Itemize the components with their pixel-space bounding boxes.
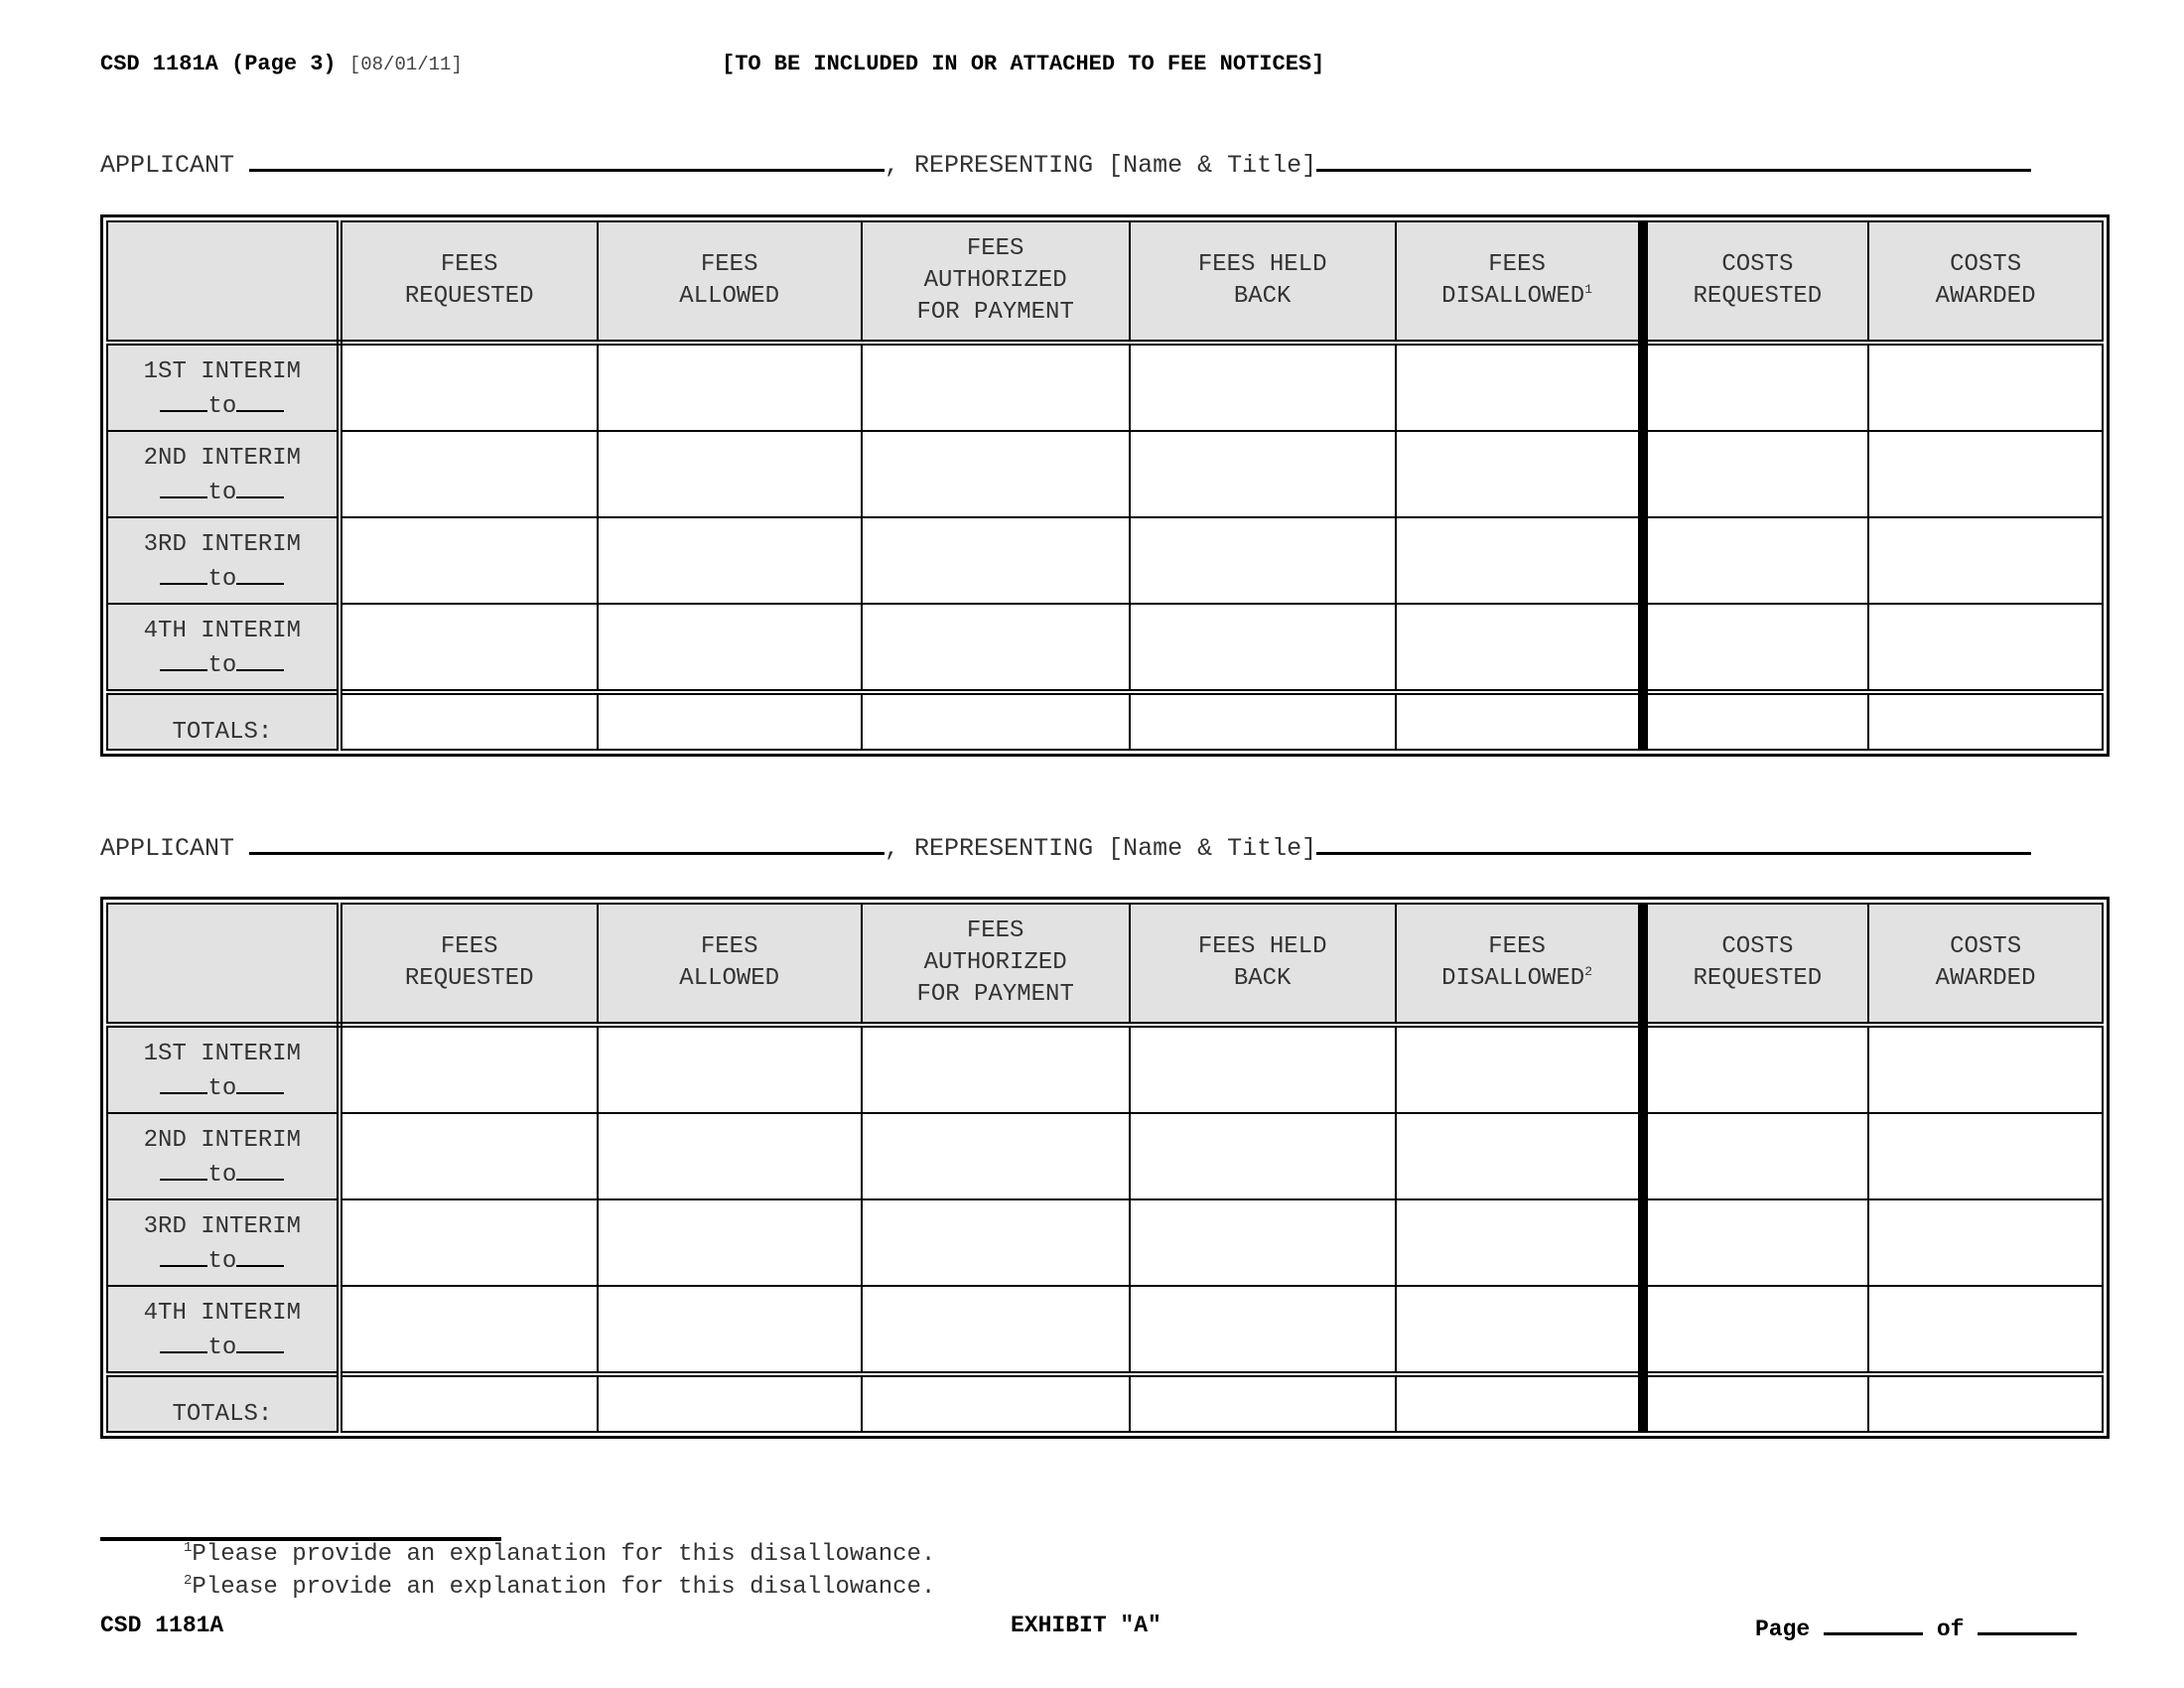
column-header bbox=[862, 904, 1130, 1025]
period-end-field[interactable] bbox=[236, 1157, 284, 1181]
total-cell[interactable] bbox=[1643, 1374, 1869, 1432]
of-label: of bbox=[1936, 1617, 1965, 1642]
footnote-2 bbox=[184, 1574, 935, 1601]
column-header bbox=[1130, 904, 1396, 1025]
row-label bbox=[107, 1286, 340, 1374]
fee-grid bbox=[106, 220, 2104, 751]
total-cell[interactable] bbox=[1868, 1374, 2103, 1432]
footer-page-number bbox=[1755, 1613, 2077, 1642]
amount-cell[interactable] bbox=[1868, 517, 2103, 604]
column-header-line: DISALLOWED bbox=[1441, 965, 1585, 992]
column-header bbox=[1643, 904, 1869, 1025]
page-label: Page bbox=[1755, 1617, 1811, 1642]
column-header-line: AWARDED bbox=[1935, 965, 2036, 992]
total-cell[interactable] bbox=[1396, 692, 1643, 750]
amount-cell[interactable] bbox=[1396, 1113, 1643, 1199]
corner-cell bbox=[107, 904, 340, 1025]
applicant-label: APPLICANT bbox=[100, 834, 235, 863]
totals-row bbox=[107, 1374, 2103, 1432]
column-header-line: FEES bbox=[1488, 933, 1546, 960]
interim-label: 3RD INTERIM bbox=[143, 1212, 302, 1240]
footnote-ref: 1 bbox=[184, 1540, 193, 1556]
column-header-line: FEES bbox=[440, 933, 498, 960]
totals-label: TOTALS: bbox=[107, 1374, 340, 1432]
column-header bbox=[1868, 221, 2103, 343]
table-row bbox=[107, 1113, 2103, 1199]
amount-cell[interactable] bbox=[862, 1199, 1130, 1286]
column-header bbox=[598, 221, 862, 343]
total-cell[interactable] bbox=[1643, 692, 1869, 750]
applicant-field[interactable] bbox=[249, 149, 885, 172]
totals-row bbox=[107, 692, 2103, 750]
interim-label: 3RD INTERIM bbox=[143, 530, 302, 558]
page-total-field[interactable] bbox=[1978, 1613, 2077, 1635]
total-cell[interactable] bbox=[1130, 1374, 1396, 1432]
amount-cell[interactable] bbox=[1868, 604, 2103, 692]
amount-cell[interactable] bbox=[1130, 1025, 1396, 1113]
form-header bbox=[100, 52, 463, 76]
footnote-text: Please provide an explanation for this disallowance. bbox=[192, 1541, 936, 1568]
column-header-line: REQUESTED bbox=[1693, 283, 1823, 310]
amount-cell[interactable] bbox=[862, 517, 1130, 604]
row-label bbox=[107, 517, 340, 604]
interim-label: 4TH INTERIM bbox=[143, 1299, 302, 1327]
amount-cell[interactable] bbox=[1396, 1025, 1643, 1113]
amount-cell[interactable] bbox=[1868, 1113, 2103, 1199]
period-end-field[interactable] bbox=[236, 475, 284, 498]
row-label bbox=[107, 604, 340, 692]
amount-cell[interactable] bbox=[340, 1199, 598, 1286]
amount-cell[interactable] bbox=[1643, 1199, 1869, 1286]
row-label bbox=[107, 343, 340, 431]
total-cell[interactable] bbox=[598, 1374, 862, 1432]
column-header bbox=[1643, 221, 1869, 343]
table-header-row bbox=[107, 904, 2103, 1025]
period-to: to bbox=[207, 1074, 237, 1102]
amount-cell[interactable] bbox=[340, 431, 598, 517]
amount-cell[interactable] bbox=[340, 1113, 598, 1199]
amount-cell[interactable] bbox=[598, 1199, 862, 1286]
amount-cell[interactable] bbox=[1396, 1199, 1643, 1286]
amount-cell[interactable] bbox=[598, 1113, 862, 1199]
amount-cell[interactable] bbox=[1643, 1286, 1869, 1374]
amount-cell[interactable] bbox=[340, 517, 598, 604]
column-header-line: COSTS bbox=[1721, 933, 1794, 960]
amount-cell[interactable] bbox=[1868, 431, 2103, 517]
revision-date: [08/01/11] bbox=[348, 54, 463, 75]
column-header-line: FOR PAYMENT bbox=[916, 981, 1074, 1008]
amount-cell[interactable] bbox=[340, 1286, 598, 1374]
row-label bbox=[107, 431, 340, 517]
interim-label: 1ST INTERIM bbox=[143, 357, 302, 385]
period-end-field[interactable] bbox=[236, 647, 284, 671]
interim-label: 1ST INTERIM bbox=[143, 1040, 302, 1067]
amount-cell[interactable] bbox=[1868, 343, 2103, 431]
amount-cell[interactable] bbox=[1130, 517, 1396, 604]
amount-cell[interactable] bbox=[1130, 1113, 1396, 1199]
column-header-line: AUTHORIZED bbox=[923, 267, 1067, 294]
amount-cell[interactable] bbox=[1396, 517, 1643, 604]
amount-cell[interactable] bbox=[1868, 1199, 2103, 1286]
column-header-line: DISALLOWED bbox=[1441, 283, 1585, 310]
total-cell[interactable] bbox=[1130, 692, 1396, 750]
amount-cell[interactable] bbox=[598, 517, 862, 604]
interim-label: 2ND INTERIM bbox=[143, 1126, 302, 1154]
period-end-field[interactable] bbox=[236, 1243, 284, 1267]
amount-cell[interactable] bbox=[1868, 1286, 2103, 1374]
amount-cell[interactable] bbox=[1396, 1286, 1643, 1374]
period-to: to bbox=[207, 565, 237, 593]
period-start-field[interactable] bbox=[160, 561, 207, 585]
total-cell[interactable] bbox=[1868, 692, 2103, 750]
period-start-field[interactable] bbox=[160, 1157, 207, 1181]
row-label bbox=[107, 1113, 340, 1199]
amount-cell[interactable] bbox=[862, 1286, 1130, 1374]
period-start-field[interactable] bbox=[160, 1330, 207, 1353]
column-header-line: REQUESTED bbox=[404, 965, 534, 992]
amount-cell[interactable] bbox=[1868, 1025, 2103, 1113]
period-end-field[interactable] bbox=[236, 388, 284, 412]
period-to: to bbox=[207, 1161, 237, 1189]
total-cell[interactable] bbox=[862, 692, 1130, 750]
footer-exhibit: EXHIBIT "A" bbox=[1011, 1613, 1161, 1638]
table-row bbox=[107, 1286, 2103, 1374]
fee-table bbox=[100, 897, 2110, 1439]
representing-field[interactable] bbox=[1316, 149, 2031, 172]
representing-label: , REPRESENTING [Name & Title] bbox=[885, 151, 1317, 180]
footnote-ref: 2 bbox=[184, 1573, 193, 1589]
period-to: to bbox=[207, 479, 237, 506]
amount-cell[interactable] bbox=[340, 343, 598, 431]
column-header-line: FEES bbox=[440, 251, 498, 278]
footer-form-id: CSD 1181A bbox=[100, 1613, 224, 1638]
column-header bbox=[340, 904, 598, 1025]
table-row bbox=[107, 343, 2103, 431]
amount-cell[interactable] bbox=[1643, 343, 1869, 431]
fee-table bbox=[100, 214, 2110, 757]
total-cell[interactable] bbox=[598, 692, 862, 750]
form-id: CSD 1181A (Page 3) bbox=[100, 52, 337, 76]
table-row bbox=[107, 431, 2103, 517]
totals-label: TOTALS: bbox=[107, 692, 340, 750]
table-row bbox=[107, 604, 2103, 692]
amount-cell[interactable] bbox=[1643, 431, 1869, 517]
column-header-line: BACK bbox=[1233, 965, 1292, 992]
period-to: to bbox=[207, 392, 237, 420]
amount-cell[interactable] bbox=[862, 1025, 1130, 1113]
interim-label: 2ND INTERIM bbox=[143, 444, 302, 472]
period-start-field[interactable] bbox=[160, 647, 207, 671]
representing-label: , REPRESENTING [Name & Title] bbox=[885, 834, 1317, 863]
column-header-line: COSTS bbox=[1950, 251, 2022, 278]
column-header-line: COSTS bbox=[1721, 251, 1794, 278]
page-number-field[interactable] bbox=[1824, 1613, 1923, 1635]
column-header-line: AUTHORIZED bbox=[923, 949, 1067, 976]
column-header-line: FOR PAYMENT bbox=[916, 299, 1074, 326]
total-cell[interactable] bbox=[862, 1374, 1130, 1432]
amount-cell[interactable] bbox=[1396, 604, 1643, 692]
notice-heading: [TO BE INCLUDED IN OR ATTACHED TO FEE NOTICES] bbox=[722, 52, 1325, 76]
column-header-line: FEES HELD bbox=[1197, 933, 1327, 960]
column-header-line: FEES bbox=[1488, 251, 1546, 278]
footnote-1 bbox=[184, 1541, 935, 1568]
period-end-field[interactable] bbox=[236, 561, 284, 585]
period-start-field[interactable] bbox=[160, 1070, 207, 1094]
amount-cell[interactable] bbox=[598, 1286, 862, 1374]
amount-cell[interactable] bbox=[862, 343, 1130, 431]
column-header-line: ALLOWED bbox=[679, 283, 780, 310]
amount-cell[interactable] bbox=[862, 431, 1130, 517]
representing-field[interactable] bbox=[1316, 832, 2031, 855]
amount-cell[interactable] bbox=[598, 1025, 862, 1113]
amount-cell[interactable] bbox=[862, 604, 1130, 692]
column-header bbox=[1396, 221, 1643, 343]
row-label bbox=[107, 1025, 340, 1113]
column-header bbox=[598, 904, 862, 1025]
amount-cell[interactable] bbox=[1130, 1199, 1396, 1286]
period-to: to bbox=[207, 651, 237, 679]
column-header-line: ALLOWED bbox=[679, 965, 780, 992]
corner-cell bbox=[107, 221, 340, 343]
column-header-line: FEES HELD bbox=[1197, 251, 1327, 278]
column-header-line: REQUESTED bbox=[404, 283, 534, 310]
period-start-field[interactable] bbox=[160, 1243, 207, 1267]
amount-cell[interactable] bbox=[862, 1113, 1130, 1199]
column-header-line: REQUESTED bbox=[1693, 965, 1823, 992]
table-row bbox=[107, 1025, 2103, 1113]
amount-cell[interactable] bbox=[1130, 1286, 1396, 1374]
total-cell[interactable] bbox=[1396, 1374, 1643, 1432]
amount-cell[interactable] bbox=[1396, 431, 1643, 517]
amount-cell[interactable] bbox=[598, 343, 862, 431]
total-cell[interactable] bbox=[340, 692, 598, 750]
period-start-field[interactable] bbox=[160, 388, 207, 412]
table-row bbox=[107, 1199, 2103, 1286]
column-header bbox=[1868, 904, 2103, 1025]
column-header-line: FEES bbox=[966, 917, 1024, 944]
period-to: to bbox=[207, 1334, 237, 1361]
column-header-line: FEES bbox=[700, 933, 758, 960]
table-row bbox=[107, 517, 2103, 604]
period-end-field[interactable] bbox=[236, 1070, 284, 1094]
amount-cell[interactable] bbox=[598, 604, 862, 692]
footnote-ref: 1 bbox=[1584, 282, 1592, 297]
amount-cell[interactable] bbox=[1643, 1113, 1869, 1199]
amount-cell[interactable] bbox=[1643, 1025, 1869, 1113]
period-to: to bbox=[207, 1247, 237, 1275]
amount-cell[interactable] bbox=[1396, 343, 1643, 431]
period-end-field[interactable] bbox=[236, 1330, 284, 1353]
column-header-line: BACK bbox=[1233, 283, 1292, 310]
column-header-line: FEES bbox=[700, 251, 758, 278]
column-header-line: COSTS bbox=[1950, 933, 2022, 960]
applicant-field[interactable] bbox=[249, 832, 885, 855]
amount-cell[interactable] bbox=[1130, 604, 1396, 692]
interim-label: 4TH INTERIM bbox=[143, 617, 302, 644]
applicant-line bbox=[100, 149, 2031, 180]
amount-cell[interactable] bbox=[1643, 517, 1869, 604]
row-label bbox=[107, 1199, 340, 1286]
applicant-line bbox=[100, 832, 2031, 863]
amount-cell[interactable] bbox=[598, 431, 862, 517]
period-start-field[interactable] bbox=[160, 475, 207, 498]
column-header bbox=[340, 221, 598, 343]
column-header bbox=[1396, 904, 1643, 1025]
amount-cell[interactable] bbox=[340, 1025, 598, 1113]
amount-cell[interactable] bbox=[1130, 343, 1396, 431]
column-header bbox=[1130, 221, 1396, 343]
fee-grid bbox=[106, 903, 2104, 1433]
amount-cell[interactable] bbox=[1643, 604, 1869, 692]
amount-cell[interactable] bbox=[1130, 431, 1396, 517]
applicant-label: APPLICANT bbox=[100, 151, 235, 180]
table-header-row bbox=[107, 221, 2103, 343]
total-cell[interactable] bbox=[340, 1374, 598, 1432]
column-header bbox=[862, 221, 1130, 343]
amount-cell[interactable] bbox=[340, 604, 598, 692]
column-header-line: FEES bbox=[966, 235, 1024, 262]
footnote-text: Please provide an explanation for this disallowance. bbox=[192, 1574, 936, 1601]
footnote-ref: 2 bbox=[1584, 964, 1592, 979]
column-header-line: AWARDED bbox=[1935, 283, 2036, 310]
